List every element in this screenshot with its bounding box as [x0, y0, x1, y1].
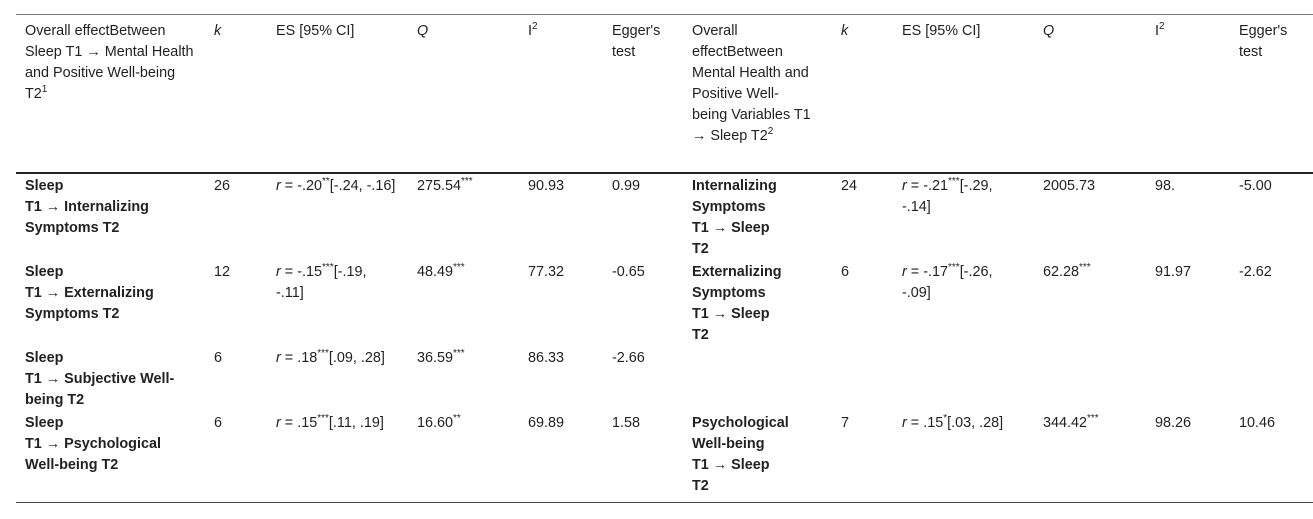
es-ci: [-.26, -.09] [902, 264, 993, 301]
header-q-right: Q [1043, 23, 1055, 39]
q-value: 275.54 [417, 178, 462, 194]
q-value: 344.42 [1043, 415, 1088, 431]
header-right-effect-text: Overall effectBetween Mental Health and Positive Well-being Variables T1 → Sleep T2 [692, 23, 811, 144]
es-significance: *** [317, 348, 329, 360]
q-significance: *** [1079, 262, 1091, 274]
row-label-left: Sleep T1 → Subjective Well-being T2 [25, 350, 175, 408]
row-i2-right: 98.26 [1155, 415, 1192, 431]
header-right-footnote: 2 [767, 126, 774, 138]
header-i2-sup: 2 [1159, 21, 1165, 33]
row-k-left: 6 [214, 415, 223, 431]
row-egger-left: -2.66 [612, 350, 645, 366]
row-es-left [276, 176, 396, 197]
header-i2-sup: 2 [532, 21, 538, 33]
q-significance: *** [453, 262, 465, 274]
row-i2-left: 86.33 [528, 350, 565, 366]
row-q-left [417, 262, 465, 283]
r-symbol: r [276, 178, 281, 194]
q-significance: *** [453, 348, 465, 360]
r-symbol: r [902, 415, 907, 431]
es-significance: *** [948, 262, 960, 274]
r-symbol: r [276, 415, 281, 431]
es-value: = -.15 [280, 264, 322, 280]
row-k-right: 7 [841, 415, 850, 431]
header-q-left: Q [417, 23, 429, 39]
row-q-right [1043, 176, 1095, 197]
header-i2-text: I [528, 23, 532, 39]
es-value: = -.20 [280, 178, 322, 194]
row-q-right [1043, 262, 1091, 283]
row-es-left [276, 262, 396, 304]
q-significance: *** [461, 176, 473, 188]
header-es-right: ES [95% CI] [902, 23, 981, 39]
table-top-rule [16, 14, 1313, 15]
row-i2-left: 77.32 [528, 264, 565, 280]
q-value: 16.60 [417, 415, 454, 431]
es-value: = .18 [280, 350, 318, 366]
row-egger-left: 1.58 [612, 415, 641, 431]
row-q-right [1043, 413, 1099, 434]
es-value: = .15 [906, 415, 944, 431]
header-left-footnote: 1 [41, 84, 48, 96]
header-egger-left: Egger's test [612, 23, 661, 60]
header-k-right: k [841, 23, 849, 39]
row-label-right: Internalizing Symptoms T1 → Sleep T2 [692, 178, 777, 257]
header-i2-text: I [1155, 23, 1159, 39]
r-symbol: r [276, 350, 281, 366]
row-label-left: Sleep T1 → Externalizing Symptoms T2 [25, 264, 154, 322]
es-value: = -.21 [906, 178, 948, 194]
row-q-left [417, 176, 473, 197]
es-significance: *** [322, 262, 334, 274]
row-egger-right: -5.00 [1239, 178, 1272, 194]
row-label-left: Sleep T1 → Psychological Well-being T2 [25, 415, 161, 473]
row-k-left: 26 [214, 178, 231, 194]
row-i2-left: 90.93 [528, 178, 565, 194]
es-ci: [-.29, -.14] [902, 178, 993, 215]
es-significance: * [943, 413, 948, 425]
row-es-right [902, 413, 1022, 434]
es-ci: [-.24, -.16] [329, 178, 396, 194]
row-label-left: Sleep T1 → Internalizing Symptoms T2 [25, 178, 149, 236]
row-egger-right: 10.46 [1239, 415, 1276, 431]
q-value: 48.49 [417, 264, 454, 280]
row-k-right: 24 [841, 178, 858, 194]
header-egger-right: Egger's test [1239, 23, 1288, 60]
row-label-right: Externalizing Symptoms T1 → Sleep T2 [692, 264, 782, 343]
es-significance: ** [322, 176, 330, 188]
row-egger-left: -0.65 [612, 264, 645, 280]
row-egger-left: 0.99 [612, 178, 641, 194]
es-ci: [-.19, -.11] [276, 264, 367, 301]
header-right-effect [692, 21, 812, 147]
es-value: = -.17 [906, 264, 948, 280]
header-es-left: ES [95% CI] [276, 23, 355, 39]
row-q-left [417, 413, 461, 434]
header-left-effect-text: Overall effectBetween Sleep T1 → Mental Health and Positive Well-being T2 [25, 23, 194, 102]
row-es-left [276, 413, 396, 434]
table-header-rule [16, 172, 1313, 174]
row-k-right: 6 [841, 264, 850, 280]
header-left-effect [25, 21, 195, 105]
row-es-right [902, 262, 1022, 304]
es-significance: *** [948, 176, 960, 188]
r-symbol: r [902, 178, 907, 194]
es-ci: [.09, .28] [328, 350, 385, 366]
row-egger-right: -2.62 [1239, 264, 1272, 280]
q-value: 62.28 [1043, 264, 1080, 280]
row-es-right [902, 176, 1022, 218]
header-i2-right [1155, 21, 1165, 42]
row-k-left: 6 [214, 350, 223, 366]
row-label-right: Psychological Well-being T1 → Sleep T2 [692, 415, 789, 494]
q-value: 2005.73 [1043, 178, 1096, 194]
row-i2-left: 69.89 [528, 415, 565, 431]
q-significance: *** [1087, 413, 1099, 425]
row-es-left [276, 348, 396, 369]
header-i2-left [528, 21, 538, 42]
es-ci: [.03, .28] [947, 415, 1004, 431]
es-ci: [.11, .19] [328, 415, 384, 431]
es-significance: *** [317, 413, 329, 425]
row-q-left [417, 348, 465, 369]
q-significance: ** [453, 413, 461, 425]
row-i2-right: 98. [1155, 178, 1176, 194]
q-value: 36.59 [417, 350, 454, 366]
r-symbol: r [902, 264, 907, 280]
row-i2-right: 91.97 [1155, 264, 1192, 280]
es-value: = .15 [280, 415, 318, 431]
table-bottom-rule [16, 502, 1313, 503]
r-symbol: r [276, 264, 281, 280]
row-k-left: 12 [214, 264, 231, 280]
header-k-left: k [214, 23, 222, 39]
